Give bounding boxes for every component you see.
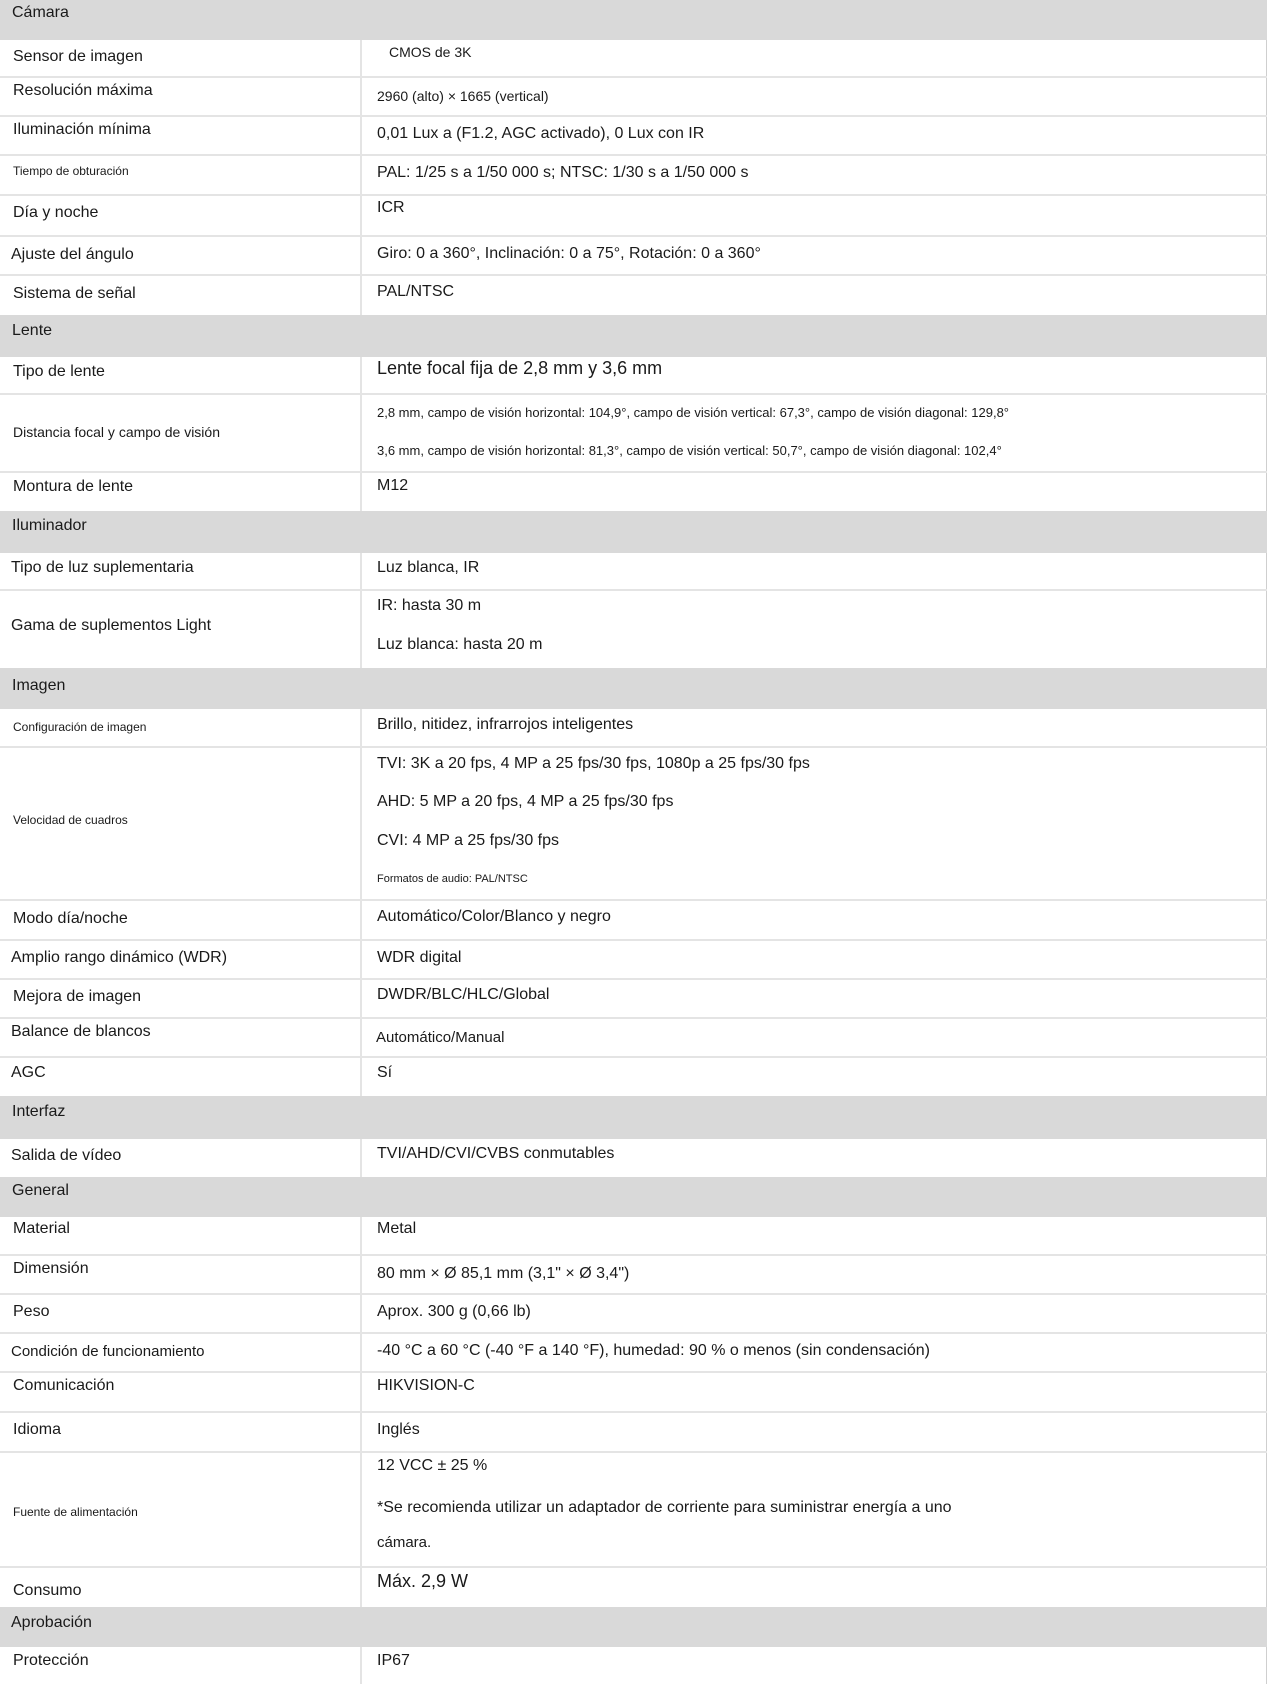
spec-row-balance xyxy=(0,1019,1267,1058)
spec-label: Balance de blancos xyxy=(11,1023,151,1040)
spec-row-iluminacion xyxy=(0,117,1267,156)
spec-row-agc xyxy=(0,1058,1267,1096)
spec-row-dia-noche xyxy=(0,196,1267,237)
spec-value: AHD: 5 MP a 20 fps, 4 MP a 25 fps/30 fps xyxy=(377,793,674,810)
section-camara xyxy=(0,0,1267,40)
section-title: Iluminador xyxy=(12,517,87,534)
spec-label: Tipo de luz suplementaria xyxy=(11,559,194,576)
spec-value: WDR digital xyxy=(377,949,462,966)
spec-value: Giro: 0 a 360°, Inclinación: 0 a 75°, Rotación: 0 a 360° xyxy=(377,245,761,262)
spec-label: Tiempo de obturación xyxy=(13,164,129,178)
spec-label: Modo día/noche xyxy=(13,910,128,927)
spec-value: Luz blanca: hasta 20 m xyxy=(377,636,543,653)
section-interfaz xyxy=(0,1096,1267,1139)
spec-value: Automático/Manual xyxy=(376,1029,505,1046)
spec-row-angulo xyxy=(0,237,1267,276)
section-iluminador xyxy=(0,511,1267,553)
spec-row-condicion xyxy=(0,1334,1267,1373)
spec-value: 80 mm × Ø 85,1 mm (3,1" × Ø 3,4") xyxy=(377,1265,630,1282)
spec-row-salida xyxy=(0,1139,1267,1177)
section-title: Imagen xyxy=(12,677,66,694)
section-title: Cámara xyxy=(12,4,69,21)
spec-label: Comunicación xyxy=(13,1377,115,1394)
spec-label: Salida de vídeo xyxy=(11,1147,122,1164)
spec-label: Dimensión xyxy=(13,1260,89,1277)
spec-value: Metal xyxy=(377,1220,417,1237)
spec-value: Sí xyxy=(377,1064,393,1081)
spec-row-idioma xyxy=(0,1413,1267,1453)
spec-value: TVI: 3K a 20 fps, 4 MP a 25 fps/30 fps, 1080p a 25 fps/30 fps xyxy=(377,755,810,772)
spec-row-focal xyxy=(0,395,1267,473)
spec-value: 2960 (alto) × 1665 (vertical) xyxy=(377,88,549,104)
section-general xyxy=(0,1177,1267,1217)
section-imagen xyxy=(0,668,1267,709)
spec-row-resolucion xyxy=(0,78,1267,117)
spec-row-sensor xyxy=(0,40,1267,78)
spec-row-velocidad xyxy=(0,748,1267,901)
spec-value: TVI/AHD/CVI/CVBS conmutables xyxy=(377,1145,615,1162)
spec-label: Ajuste del ángulo xyxy=(11,246,134,263)
spec-row-consumo xyxy=(0,1568,1267,1607)
spec-value: 2,8 mm, campo de visión horizontal: 104,9°, campo de visión vertical: 67,3°, campo de visión diagonal: 129,8° xyxy=(377,405,1009,420)
spec-value: Lente focal fija de 2,8 mm y 3,6 mm xyxy=(377,358,663,378)
spec-value: PAL: 1/25 s a 1/50 000 s; NTSC: 1/30 s a 1/50 000 s xyxy=(377,164,749,181)
spec-value: -40 °C a 60 °C (-40 °F a 140 °F), humedad: 90 % o menos (sin condensación) xyxy=(377,1342,930,1359)
spec-row-comunicacion xyxy=(0,1373,1267,1413)
spec-label: Sensor de imagen xyxy=(13,48,143,65)
spec-value: IR: hasta 30 m xyxy=(377,597,482,614)
spec-label: Sistema de señal xyxy=(13,285,136,302)
spec-label: Mejora de imagen xyxy=(13,988,142,1005)
spec-value: Automático/Color/Blanco y negro xyxy=(377,908,611,925)
spec-value: IP67 xyxy=(377,1652,410,1669)
spec-value: CMOS de 3K xyxy=(389,44,472,60)
spec-value: Aprox. 300 g (0,66 lb) xyxy=(377,1303,531,1320)
spec-row-modo-dia xyxy=(0,901,1267,941)
spec-value: Inglés xyxy=(377,1421,420,1438)
spec-row-obturacion xyxy=(0,156,1267,196)
spec-label: Material xyxy=(13,1220,70,1237)
spec-label: Iluminación mínima xyxy=(13,121,151,138)
spec-row-montura xyxy=(0,473,1267,511)
spec-value: CVI: 4 MP a 25 fps/30 fps xyxy=(377,832,560,849)
section-lente xyxy=(0,315,1267,357)
spec-label: AGC xyxy=(11,1064,46,1081)
section-title: Lente xyxy=(12,322,53,339)
spec-row-config-imagen xyxy=(0,709,1267,748)
section-aprobacion xyxy=(0,1607,1267,1647)
spec-value: Luz blanca, IR xyxy=(377,559,480,576)
section-title: General xyxy=(12,1182,69,1199)
spec-label: Resolución máxima xyxy=(13,82,153,99)
spec-row-proteccion xyxy=(0,1647,1267,1684)
spec-row-peso xyxy=(0,1295,1267,1334)
spec-row-material xyxy=(0,1217,1267,1256)
spec-value: DWDR/BLC/HLC/Global xyxy=(377,986,550,1003)
spec-value: Formatos de audio: PAL/NTSC xyxy=(377,873,528,885)
spec-value: Máx. 2,9 W xyxy=(377,1571,469,1591)
spec-row-tipo-lente xyxy=(0,357,1267,395)
spec-row-tipo-luz xyxy=(0,553,1267,591)
spec-value: 3,6 mm, campo de visión horizontal: 81,3°, campo de visión vertical: 50,7°, campo de visión diagonal: 102,4° xyxy=(377,443,1002,458)
spec-value: 0,01 Lux a (F1.2, AGC activado), 0 Lux con IR xyxy=(377,125,705,142)
spec-value: M12 xyxy=(377,477,409,494)
spec-row-wdr xyxy=(0,941,1267,980)
spec-label: Velocidad de cuadros xyxy=(13,813,128,827)
spec-value: Brillo, nitidez, infrarrojos inteligentes xyxy=(377,716,634,733)
spec-label: Idioma xyxy=(13,1421,62,1438)
spec-value: 12 VCC ± 25 % xyxy=(377,1457,488,1474)
spec-label: Día y noche xyxy=(13,204,99,221)
spec-label: Amplio rango dinámico (WDR) xyxy=(11,949,228,966)
spec-label: Configuración de imagen xyxy=(13,720,147,734)
spec-row-mejora xyxy=(0,980,1267,1019)
spec-value: PAL/NTSC xyxy=(377,283,455,300)
spec-label: Protección xyxy=(13,1652,89,1669)
spec-value: ICR xyxy=(377,199,405,216)
section-title: Interfaz xyxy=(12,1103,66,1120)
spec-row-senal xyxy=(0,276,1267,315)
spec-row-dimension xyxy=(0,1256,1267,1295)
spec-label: Consumo xyxy=(13,1582,82,1599)
spec-row-gama-luz xyxy=(0,591,1267,668)
spec-value: cámara. xyxy=(377,1534,432,1551)
spec-label: Peso xyxy=(13,1303,50,1320)
spec-label: Tipo de lente xyxy=(13,363,105,380)
spec-row-fuente xyxy=(0,1453,1267,1568)
spec-label: Gama de suplementos Light xyxy=(11,617,212,634)
spec-label: Fuente de alimentación xyxy=(13,1505,138,1519)
spec-label: Montura de lente xyxy=(13,478,134,495)
spec-label: Condición de funcionamiento xyxy=(11,1343,205,1360)
spec-label: Distancia focal y campo de visión xyxy=(13,424,220,440)
spec-value: *Se recomienda utilizar un adaptador de corriente para suministrar energía a uno xyxy=(377,1499,952,1516)
section-title: Aprobación xyxy=(11,1614,92,1631)
spec-value: HIKVISION-C xyxy=(377,1377,475,1394)
